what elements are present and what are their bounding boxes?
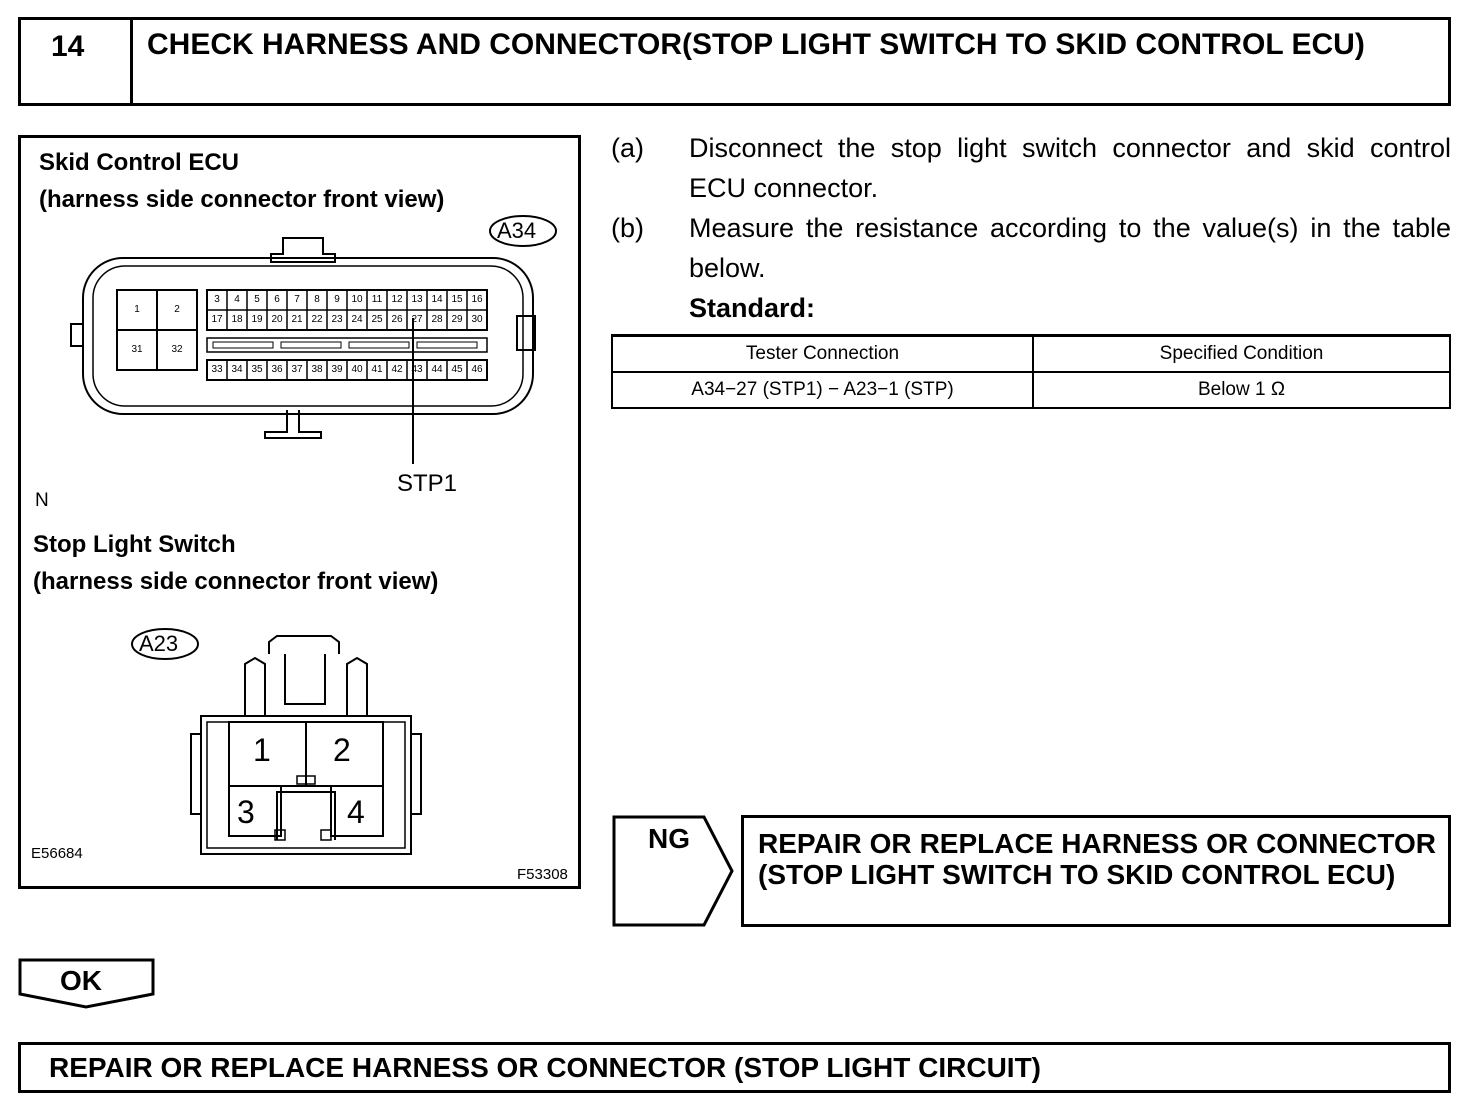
ecu-pin: 42 xyxy=(391,364,403,375)
switch-left-rib xyxy=(245,658,265,716)
ecu-pin: 30 xyxy=(471,314,483,325)
ng-action-box xyxy=(741,815,1451,927)
figure-code-left: E56684 xyxy=(31,845,83,862)
ecu-body-outer xyxy=(83,258,533,414)
instruction-tag: (a) xyxy=(611,133,644,163)
ng-action-text: REPAIR OR REPLACE HARNESS OR CONNECTOR (STOP LIGHT SWITCH TO SKID CONTROL ECU) xyxy=(758,828,1436,890)
figure-code-right: F53308 xyxy=(517,866,568,883)
stp1-label: STP1 xyxy=(397,470,458,497)
ecu-pin: 31 xyxy=(131,344,143,355)
ecu-pin: 14 xyxy=(431,294,443,305)
ecu-key-slot xyxy=(207,338,487,352)
ecu-connector-id: A34 xyxy=(497,218,537,243)
switch-right-lock xyxy=(411,734,421,814)
ecu-pin: 41 xyxy=(371,364,383,375)
table-header: Tester Connection xyxy=(612,336,1033,373)
ecu-pin: 13 xyxy=(411,294,423,305)
table-header-row xyxy=(612,336,1450,373)
ecu-pin: 18 xyxy=(231,314,243,325)
marker-n: N xyxy=(35,490,49,511)
ecu-pin: 17 xyxy=(211,314,223,325)
switch-subtitle: (harness side connector front view) xyxy=(33,568,439,595)
instruction-a xyxy=(611,128,1451,208)
switch-right-rib xyxy=(347,658,367,716)
ecu-pin: 44 xyxy=(431,364,443,375)
ecu-pin: 22 xyxy=(311,314,323,325)
ecu-pin: 28 xyxy=(431,314,443,325)
ecu-pin: 3 xyxy=(214,294,220,305)
ecu-pin: 24 xyxy=(351,314,363,325)
ecu-pin: 8 xyxy=(314,294,320,305)
switch-title: Stop Light Switch xyxy=(33,531,236,558)
ok-label: OK xyxy=(60,965,102,996)
ecu-pin: 19 xyxy=(251,314,263,325)
ecu-pin: 29 xyxy=(451,314,463,325)
ecu-pin: 16 xyxy=(471,294,483,305)
ecu-pin: 7 xyxy=(294,294,300,305)
instruction-b xyxy=(611,208,1451,288)
ecu-pin: 35 xyxy=(251,364,263,375)
instruction-tag: (b) xyxy=(611,213,644,243)
ecu-pin: 40 xyxy=(351,364,363,375)
ecu-pin: 36 xyxy=(271,364,283,375)
switch-top-latch xyxy=(269,636,339,654)
ng-label: NG xyxy=(648,823,690,854)
ecu-pin: 10 xyxy=(351,294,363,305)
connector-diagram xyxy=(18,135,581,889)
ok-action-box xyxy=(18,1042,1451,1093)
ecu-pin: 20 xyxy=(271,314,283,325)
switch-pin: 3 xyxy=(237,794,255,830)
ecu-pin: 15 xyxy=(451,294,463,305)
table-cell: A34−27 (STP1) − A23−1 (STP) xyxy=(612,372,1033,408)
ecu-pin: 12 xyxy=(391,294,403,305)
ecu-pin: 9 xyxy=(334,294,340,305)
step-header xyxy=(18,17,1451,106)
ecu-pin: 6 xyxy=(274,294,280,305)
table-row xyxy=(612,372,1450,408)
ecu-pin: 43 xyxy=(411,364,423,375)
switch-pin: 4 xyxy=(347,794,365,830)
table-header: Specified Condition xyxy=(1033,336,1450,373)
ecu-pin: 32 xyxy=(171,344,183,355)
connector-drawings xyxy=(21,138,578,886)
step-number: 14 xyxy=(21,20,133,103)
step-title: CHECK HARNESS AND CONNECTOR(STOP LIGHT SWITCH TO SKID CONTROL ECU) xyxy=(147,28,1365,61)
ecu-pin: 33 xyxy=(211,364,223,375)
ecu-pin: 26 xyxy=(391,314,403,325)
ecu-pin: 4 xyxy=(234,294,240,305)
switch-pin: 1 xyxy=(253,732,271,768)
ecu-pin: 38 xyxy=(311,364,323,375)
ecu-pin: 39 xyxy=(331,364,343,375)
ecu-pin: 27 xyxy=(411,314,423,325)
ecu-pin: 45 xyxy=(451,364,463,375)
spec-table xyxy=(611,334,1451,409)
ecu-pin: 21 xyxy=(291,314,303,325)
switch-connector-id: A23 xyxy=(139,631,179,656)
ecu-pin: 1 xyxy=(134,304,140,315)
ecu-pin: 46 xyxy=(471,364,483,375)
instruction-text: Measure the resistance according to the value(s) in the table below. xyxy=(689,213,1451,283)
ecu-pin: 37 xyxy=(291,364,303,375)
ecu-title: Skid Control ECU xyxy=(39,149,240,176)
ecu-pin: 11 xyxy=(371,294,383,305)
ecu-pin: 23 xyxy=(331,314,343,325)
ecu-pin: 25 xyxy=(371,314,383,325)
ecu-subtitle: (harness side connector front view) xyxy=(39,186,445,213)
ecu-pin: 2 xyxy=(174,304,180,315)
switch-left-lock xyxy=(191,734,201,814)
ecu-left-tab xyxy=(71,324,83,346)
table-cell: Below 1 Ω xyxy=(1033,372,1450,408)
switch-pin: 2 xyxy=(333,732,351,768)
standard-label: Standard: xyxy=(689,293,816,323)
ecu-pin: 34 xyxy=(231,364,243,375)
ecu-pin: 5 xyxy=(254,294,260,305)
ok-action-text: REPAIR OR REPLACE HARNESS OR CONNECTOR (STOP LIGHT CIRCUIT) xyxy=(49,1052,1041,1083)
instruction-text: Disconnect the stop light switch connector and skid control ECU connector. xyxy=(689,133,1451,203)
